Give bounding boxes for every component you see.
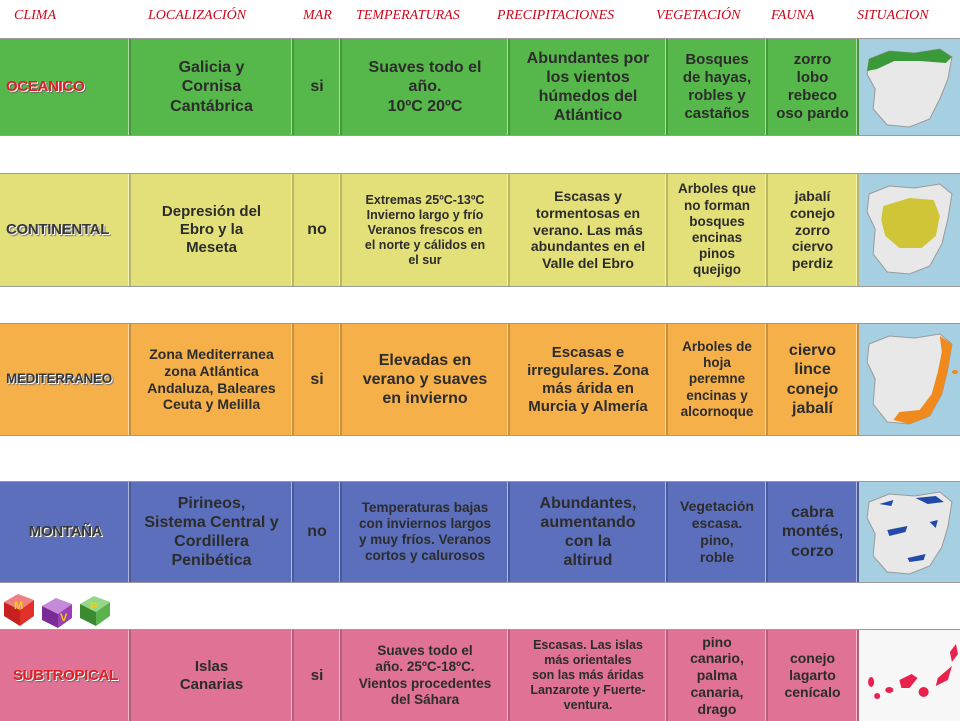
mar-cell: si [294, 39, 342, 135]
precipitaciones-cell: Escasas y tormentosas en verano. Las más abundantes en el Valle del Ebro [510, 174, 668, 286]
fauna-cell: ciervo lince conejo jabalí [768, 324, 859, 435]
climate-name: OCEANICO [0, 39, 131, 135]
header-temperaturas: TEMPERATURAS [356, 8, 460, 23]
temperaturas-cell: Temperaturas bajas con inviernos largos y muy fríos. Veranos cortos y calurosos [342, 482, 510, 582]
vegetacion-cell: Arboles que no forman bosques encinas pinos quejigo [668, 174, 768, 286]
vegetacion-cell: Bosques de hayas, robles y castaños [668, 39, 768, 135]
mar-cell: no [294, 174, 342, 286]
logo-letter-m: M [14, 600, 24, 612]
logo-letter-p: P [90, 601, 98, 613]
row-subtropical [0, 629, 960, 721]
header-fauna: FAUNA [771, 8, 815, 23]
temperaturas-cell: Elevadas en verano y suaves en invierno [342, 324, 510, 435]
spain-map-mediterranean-coast-icon [859, 324, 960, 435]
fauna-cell: conejo lagarto cenícalo [768, 630, 859, 721]
header-localizacion: LOCALIZACIÓN [148, 8, 247, 23]
spain-map-north-coast-icon [859, 39, 960, 135]
vegetacion-cell: Vegetación escasa. pino, roble [668, 482, 768, 582]
header-clima: CLIMA [14, 8, 56, 23]
vegetacion-cell: Arboles de hoja peremne encinas y alcornoque [668, 324, 768, 435]
fauna-cell: zorro lobo rebeco oso pardo [768, 39, 859, 135]
temperaturas-cell: Extremas 25ºC-13ºC Invierno largo y frío Veranos frescos en el norte y cálidos en el sur [342, 174, 510, 286]
precipitaciones-cell: Abundantes por los vientos húmedos del Atlántico [510, 39, 668, 135]
localizacion-cell: Depresión del Ebro y la Meseta [131, 174, 294, 286]
temperaturas-cell: Suaves todo el año. 25ºC-18ºC. Vientos procedentes del Sáhara [342, 630, 510, 721]
logo-letter-v: V [60, 612, 68, 624]
fauna-cell: cabra montés, corzo [768, 482, 859, 582]
mvp-logo-icon [2, 590, 114, 630]
header-situacion: SITUACION [857, 8, 929, 23]
canary-islands-map-icon [859, 630, 960, 721]
temperaturas-cell: Suaves todo el año. 10ºC 20ºC [342, 39, 510, 135]
localizacion-cell: Pirineos, Sistema Central y Cordillera Penibética [131, 482, 294, 582]
localizacion-cell: Zona Mediterranea zona Atlántica Andaluza, Baleares Ceuta y Melilla [131, 324, 294, 435]
climate-name: SUBTROPICAL [0, 630, 131, 721]
header-vegetacion: VEGETACIÓN [656, 8, 741, 23]
fauna-cell: jabalí conejo zorro ciervo perdiz [768, 174, 859, 286]
mar-cell: no [294, 482, 342, 582]
row-oceanico [0, 38, 960, 136]
row-montana [0, 481, 960, 583]
spain-map-mountains-icon [859, 482, 960, 582]
climate-name: MONTAÑA [0, 482, 131, 582]
vegetacion-cell: pino canario, palma canaria, drago [668, 630, 768, 721]
header-mar: MAR [303, 8, 332, 23]
localizacion-cell: Galicia y Cornisa Cantábrica [131, 39, 294, 135]
mar-cell: si [294, 324, 342, 435]
mar-cell: si [294, 630, 342, 721]
row-continental [0, 173, 960, 287]
precipitaciones-cell: Escasas. Las islas más orientales son las más áridas Lanzarote y Fuerte- ventura. [510, 630, 668, 721]
localizacion-cell: Islas Canarias [131, 630, 294, 721]
precipitaciones-cell: Escasas e irregulares. Zona más árida en Murcia y Almería [510, 324, 668, 435]
spain-map-interior-icon [859, 174, 960, 286]
climate-name: CONTINENTAL [0, 174, 131, 286]
row-mediterraneo [0, 323, 960, 436]
header-precipitaciones: PRECIPITACIONES [497, 8, 615, 23]
climate-name: MEDITERRANEO [0, 324, 131, 435]
precipitaciones-cell: Abundantes, aumentando con la altirud [510, 482, 668, 582]
